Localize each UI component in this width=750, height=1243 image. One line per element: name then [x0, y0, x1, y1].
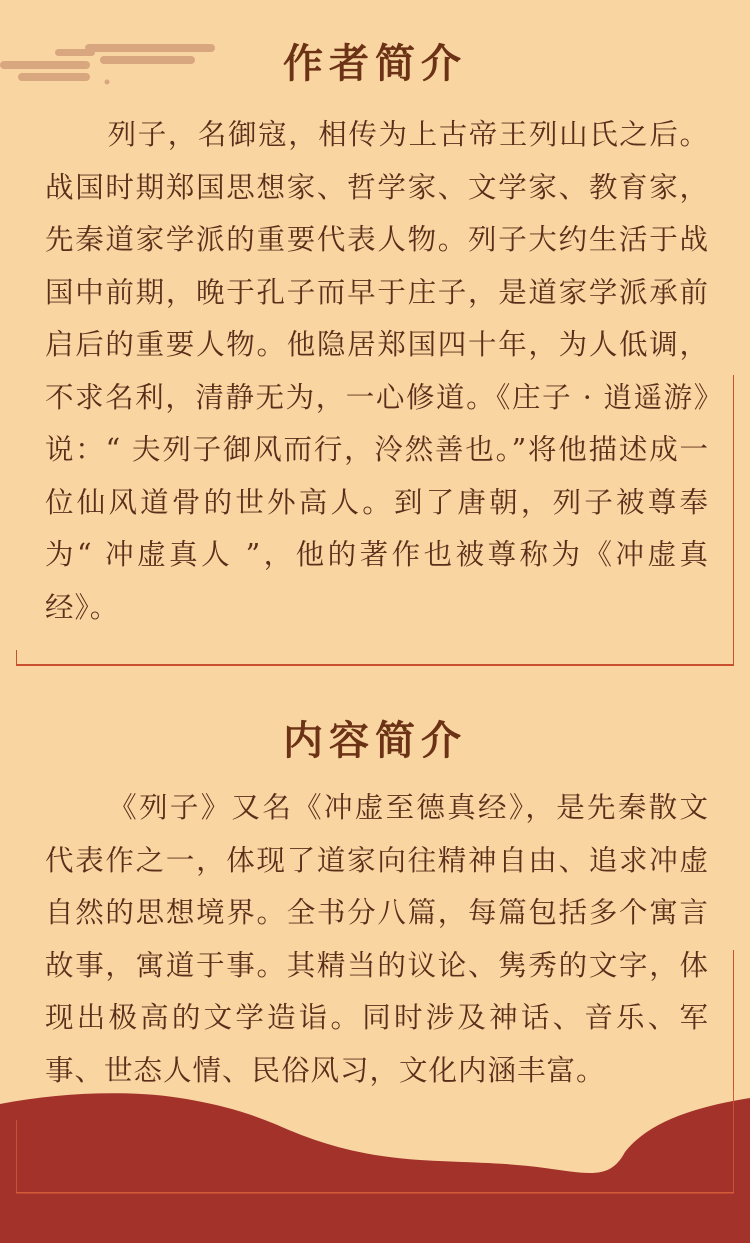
content-body	[45, 782, 709, 1097]
author-frame-right	[733, 375, 734, 665]
bottom-wave-decoration	[0, 1090, 750, 1243]
content-body-text: 《列子》又名《冲虚至德真经》，是先秦散文代表作之一，体现了道家向往精神自由、追求冲虚自然的思想境界。全书分八篇，每篇包括多个寓言故事，寓道于事。其精当的议论、隽秀的文字，体现出极高的文学造诣。同时涉及神话、音乐、军事、世态人情、民俗风习，文化内涵丰富。	[45, 791, 709, 1087]
author-body-text: 列子，名御寇，相传为上古帝王列山氏之后。战国时期郑国思想家、哲学家、文学家、教育家，先秦道家学派的重要代表人物。列子大约生活于战国中前期，晚于孔子而早于庄子，是道家学派承前启后的重要人物。他隐居郑国四十年，为人低调，不求名利，清静无为，一心修道。《庄子 · 逍遥游》说：“ 夫列子御风而行，泠然善也。”将他描述成一位仙风道骨的世外高人。到了唐朝，列子被尊奉为“ 冲虚真人 ”，他的著作也被尊称为《冲虚真经》。	[45, 118, 709, 624]
author-frame-bottom	[16, 664, 734, 666]
author-section-title: 作者简介	[283, 40, 467, 87]
author-frame-left	[16, 650, 17, 665]
content-section-title: 内容简介	[283, 717, 467, 764]
author-body	[45, 109, 709, 634]
